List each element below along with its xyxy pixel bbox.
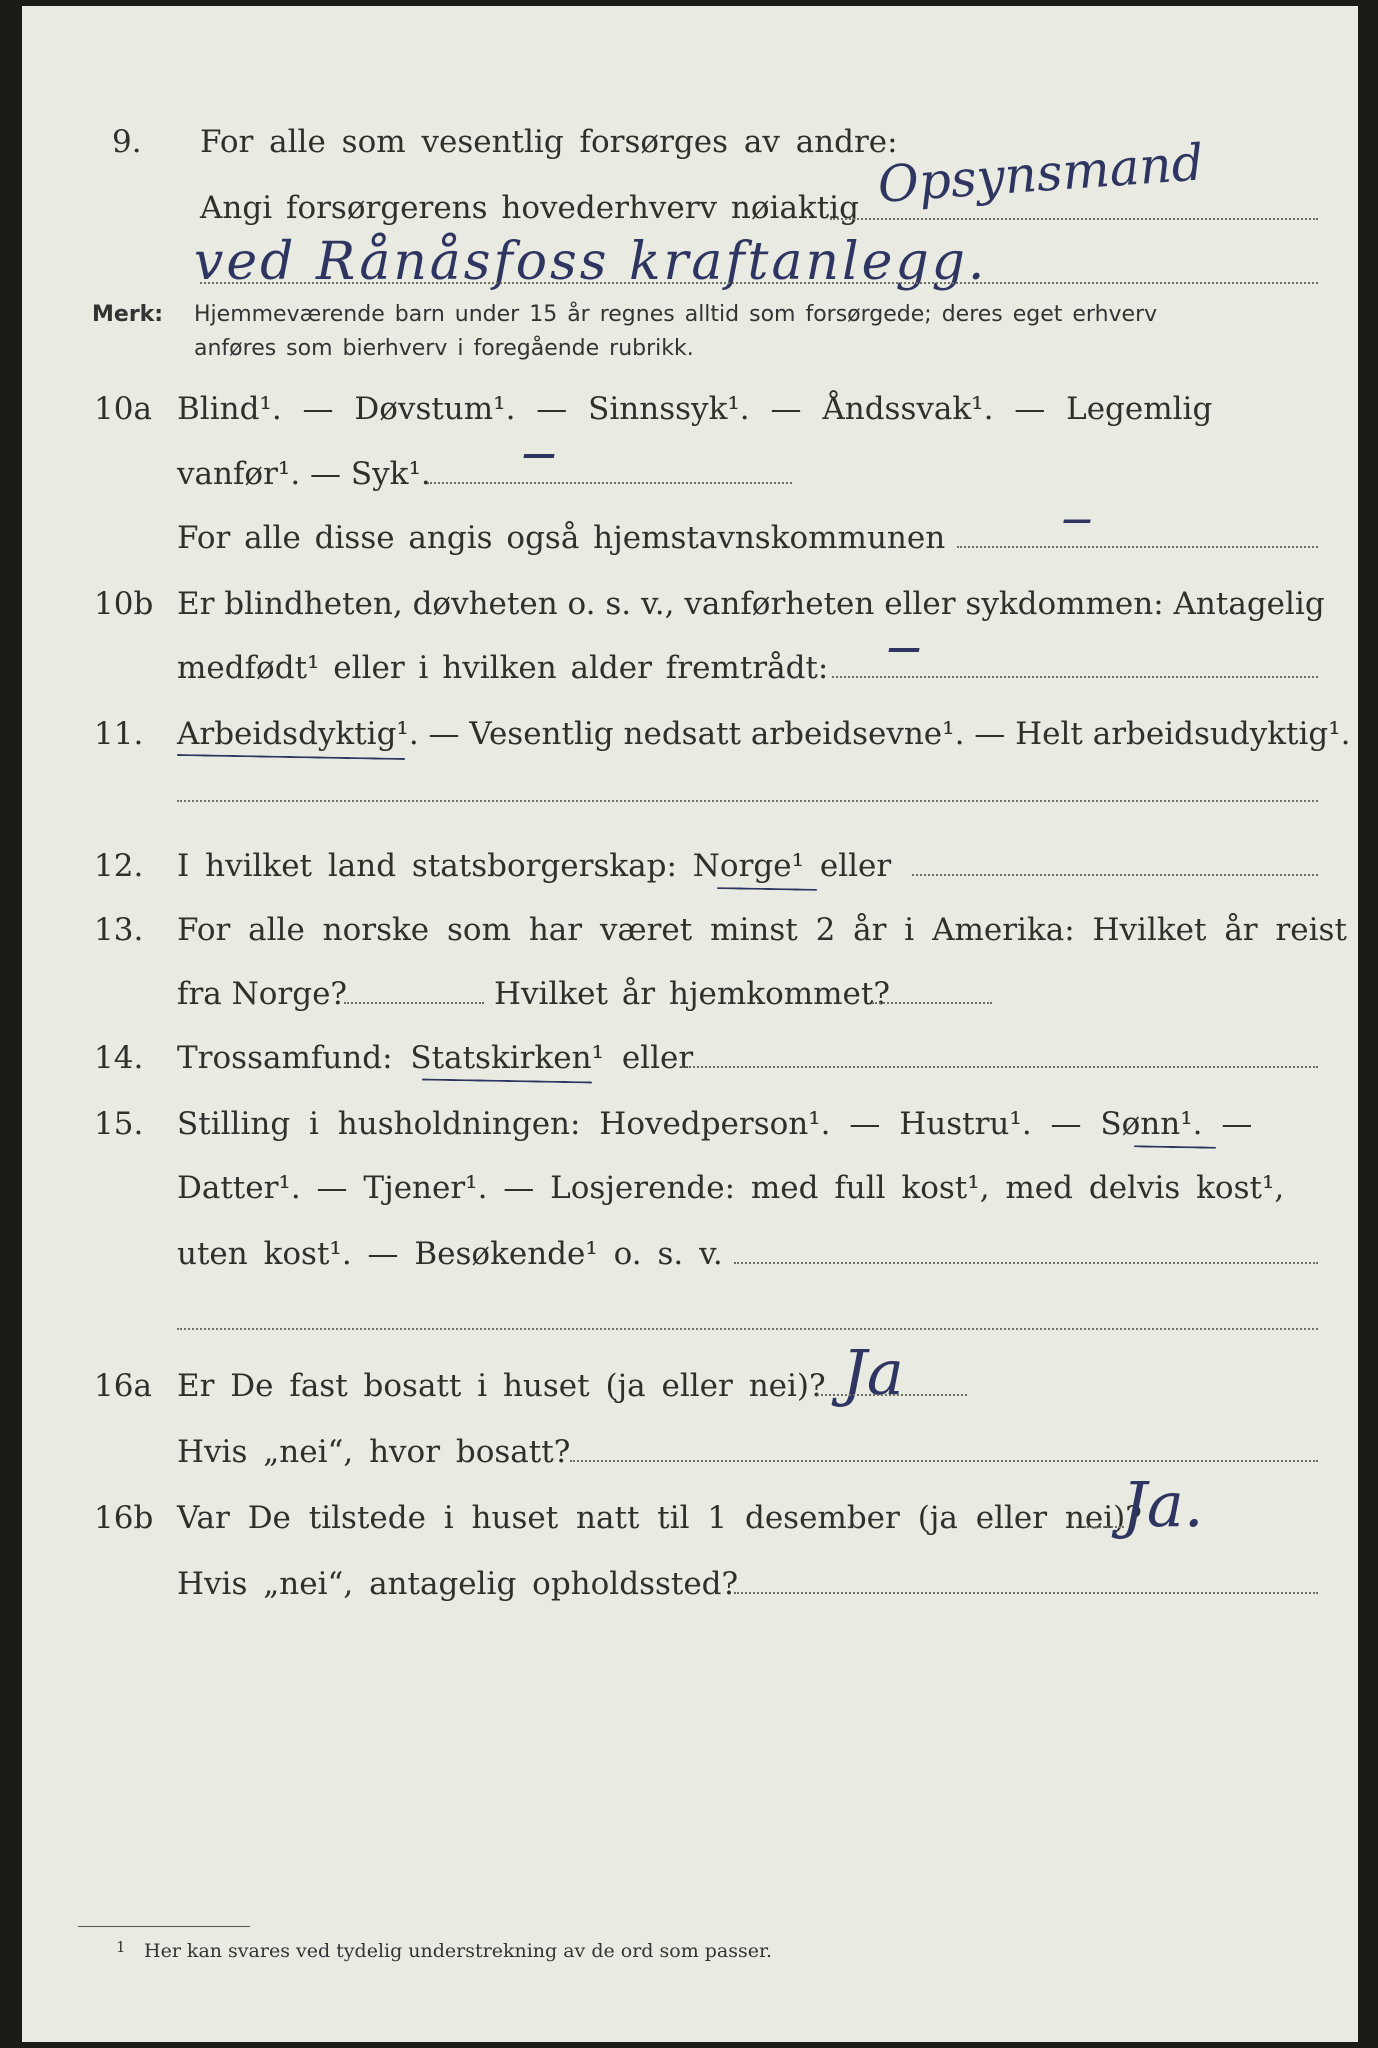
footnote-text: Her kan svares ved tydelig understrekning av de ord som passer. bbox=[144, 1940, 773, 1962]
q15-number: 15. bbox=[94, 1106, 144, 1142]
q10b-question-line2: medfødt¹ eller i hvilken alder fremtrådt: bbox=[177, 650, 829, 686]
q16a-question-line1: Er De fast bosatt i huset (ja eller nei)? bbox=[177, 1368, 826, 1404]
q14-number: 14. bbox=[94, 1040, 144, 1076]
q9-handwritten-answer-a: Opsynsmand bbox=[875, 133, 1206, 214]
q13-question-line2b: Hvilket år hjemkommet? bbox=[494, 976, 890, 1012]
q9-question-line2: Angi forsørgerens hovederhverv nøiaktig bbox=[200, 190, 859, 226]
q14-answer-line[interactable] bbox=[682, 1066, 1318, 1068]
q15-question-line2: Datter¹. — Tjener¹. — Losjerende: med full kost¹, med delvis kost¹, bbox=[177, 1170, 1285, 1206]
q16a-answer-line2[interactable] bbox=[570, 1460, 1318, 1462]
q16b-question-line1: Var De tilstede i huset natt til 1 desember (ja eller nei)? bbox=[177, 1500, 1142, 1536]
q10b-question-line1: Er blindheten, døvheten o. s. v., vanførheten eller sykdommen: Antagelig bbox=[177, 586, 1325, 622]
q10a-answer-line2[interactable] bbox=[957, 546, 1318, 548]
q13-question-line2a: fra Norge? bbox=[177, 976, 348, 1012]
q12-question-line1: I hvilket land statsborgerskap: Norge¹ eller bbox=[177, 848, 892, 884]
merk-line2: anføres som bierhverv i foregående rubrikk. bbox=[194, 336, 694, 361]
q9-answer-line1[interactable] bbox=[830, 218, 1318, 220]
q9-handwritten-answer-b: ved Rånåsfoss kraftanlegg. bbox=[194, 232, 988, 292]
q11-question-line1: Arbeidsdyktig¹. — Vesentlig nedsatt arbeidsevne¹. — Helt arbeidsudyktig¹. bbox=[177, 716, 1351, 752]
q12-number: 12. bbox=[94, 848, 144, 884]
q10a-answer-line1[interactable] bbox=[427, 482, 792, 484]
merk-label: Merk: bbox=[92, 302, 164, 327]
q16a-number: 16a bbox=[94, 1368, 152, 1404]
q14-question-line1: Trossamfund: Statskirken¹ eller bbox=[177, 1040, 694, 1076]
q10a-number: 10a bbox=[94, 391, 152, 427]
q9-number: 9. bbox=[112, 124, 142, 160]
q10a-handwritten-answer1: — bbox=[522, 434, 556, 474]
q16a-answer-line1[interactable] bbox=[817, 1394, 967, 1396]
q16b-answer-line1[interactable] bbox=[1084, 1526, 1124, 1528]
q11-underline-arbeidsdyktig bbox=[177, 754, 405, 760]
q13-answer-line-reist[interactable] bbox=[344, 1002, 484, 1004]
q14-underline-statskirken bbox=[422, 1079, 592, 1084]
footnote-mark: 1 bbox=[116, 1938, 126, 1956]
q10b-answer-line[interactable] bbox=[832, 676, 1318, 678]
merk-line1: Hjemmeværende barn under 15 år regnes alltid som forsørgede; deres eget erhverv bbox=[194, 302, 1158, 327]
census-form-page bbox=[22, 6, 1358, 2042]
q16b-number: 16b bbox=[94, 1500, 154, 1536]
q11-answer-line[interactable] bbox=[177, 800, 1318, 802]
q11-number: 11. bbox=[94, 716, 144, 752]
q10a-question-line2: vanfør¹. — Syk¹. bbox=[177, 456, 431, 492]
q13-number: 13. bbox=[94, 912, 144, 948]
q15-underline-sonn bbox=[1134, 1145, 1216, 1148]
q15-answer-line2[interactable] bbox=[177, 1328, 1318, 1330]
footnote-rule bbox=[78, 1926, 250, 1927]
q12-answer-line[interactable] bbox=[912, 874, 1318, 876]
q16b-question-line2: Hvis „nei“, antagelig opholdssted? bbox=[177, 1566, 739, 1602]
q12-underline-norge bbox=[717, 887, 817, 891]
q10a-question-line1: Blind¹. — Døvstum¹. — Sinnssyk¹. — Åndssvak¹. — Legemlig bbox=[177, 391, 1213, 427]
q15-question-line3: uten kost¹. — Besøkende¹ o. s. v. bbox=[177, 1236, 723, 1272]
q16b-handwritten-answer: Ja. bbox=[1122, 1468, 1204, 1541]
q10a-handwritten-answer2: — bbox=[1062, 502, 1092, 537]
q10a-question-line3: For alle disse angis også hjemstavnskommunen bbox=[177, 520, 946, 556]
q13-answer-line-hjemkommet[interactable] bbox=[872, 1002, 992, 1004]
q10b-number: 10b bbox=[94, 586, 154, 622]
q10b-handwritten-answer: — bbox=[887, 628, 921, 668]
q13-question-line1: For alle norske som har været minst 2 år i Amerika: Hvilket år reist bbox=[177, 912, 1347, 948]
q9-answer-line2[interactable] bbox=[200, 282, 1318, 284]
q16a-handwritten-answer: Ja bbox=[842, 1336, 904, 1409]
q16a-question-line2: Hvis „nei“, hvor bosatt? bbox=[177, 1434, 571, 1470]
q15-question-line1: Stilling i husholdningen: Hovedperson¹. — Hustru¹. — Sønn¹. — bbox=[177, 1106, 1253, 1142]
q16b-answer-line2[interactable] bbox=[734, 1592, 1318, 1594]
q9-question-line1: For alle som vesentlig forsørges av andre: bbox=[200, 124, 898, 160]
q15-answer-line1[interactable] bbox=[734, 1262, 1318, 1264]
